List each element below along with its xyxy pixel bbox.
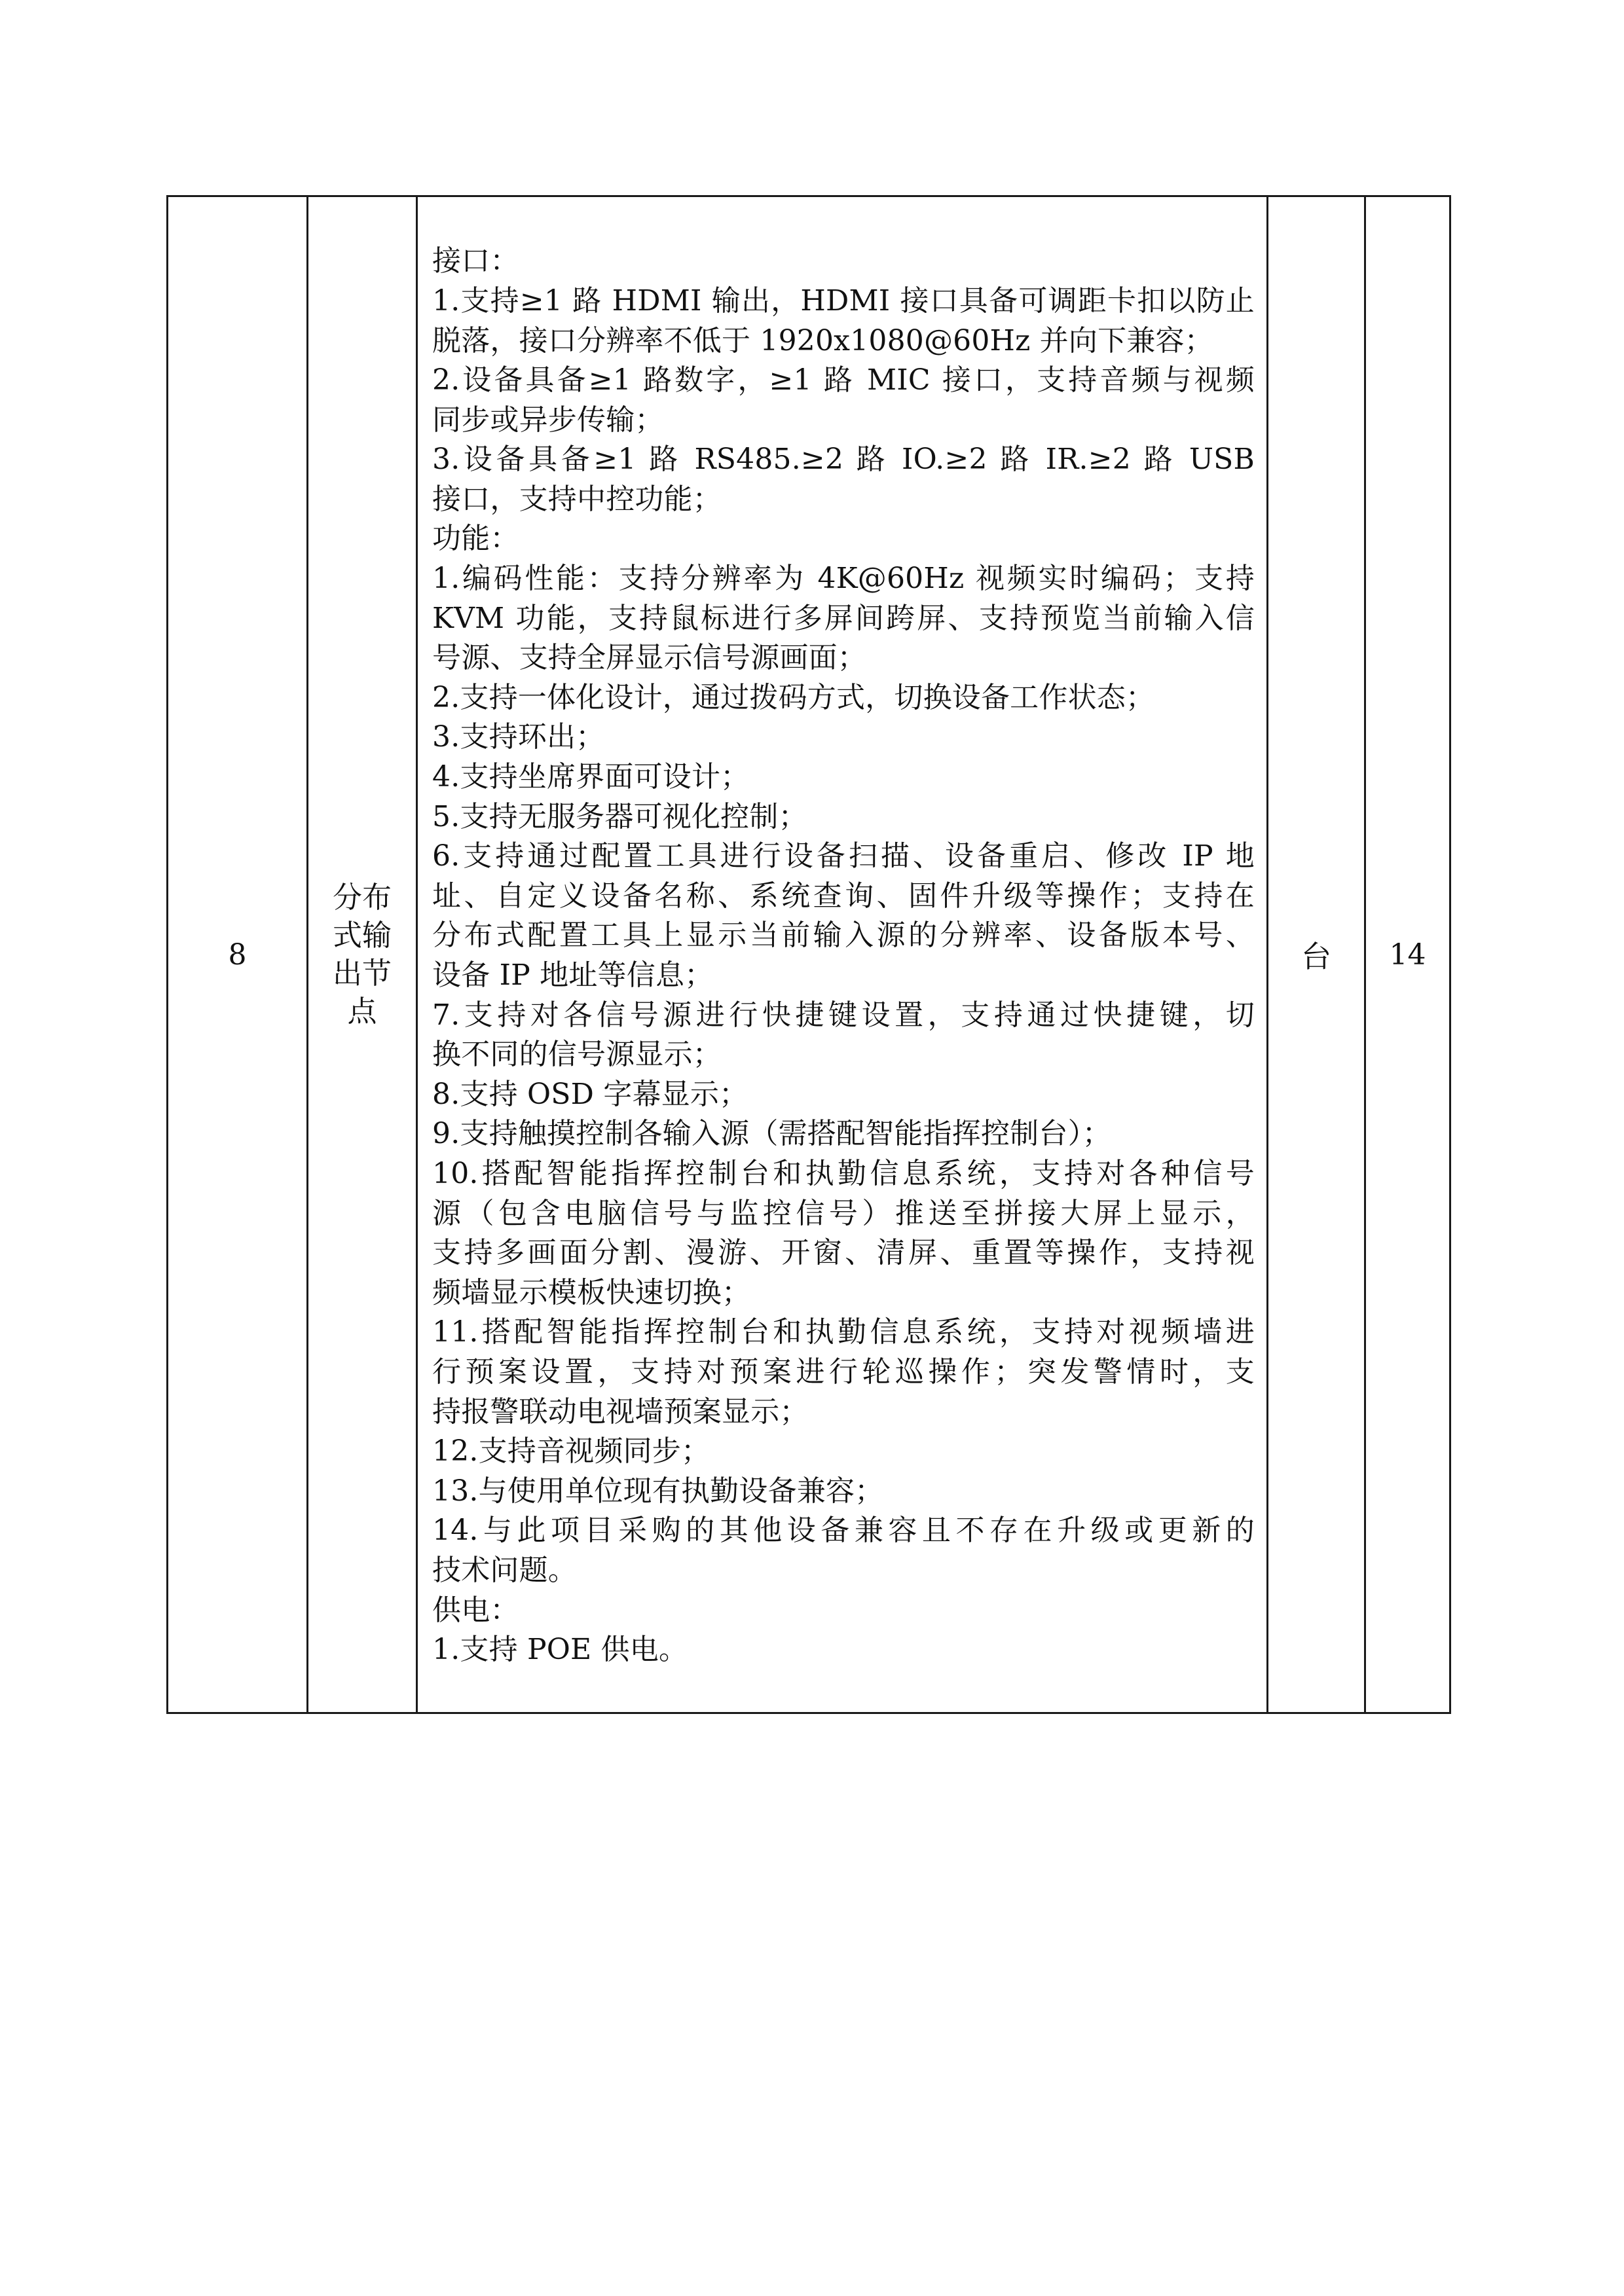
- spec-line: 设备 IP 地址等信息；: [432, 958, 714, 992]
- spec-line: 3.设备具备≥1 路 RS485.≥2 路 IO.≥2 路 IR.≥2 路 USB: [432, 443, 1255, 477]
- spec-line: 1.编码性能：支持分辨率为 4K@60Hz 视频实时编码；支持: [432, 562, 1255, 596]
- spec-line: 频墙显示模板快速切换；: [432, 1275, 751, 1309]
- spec-line: 接口，支持中控功能；: [432, 482, 722, 516]
- spec-line: 6.支持通过配置工具进行设备扫描、设备重启、修改 IP 地: [432, 839, 1255, 873]
- spec-line: 7.支持对各信号源进行快捷键设置，支持通过快捷键，切: [432, 998, 1255, 1032]
- spec-line: 功能：: [432, 522, 519, 556]
- spec-line: 12.支持音视频同步；: [432, 1434, 710, 1468]
- spec-line: 分布式配置工具上显示当前输入源的分辨率、设备版本号、: [432, 919, 1255, 953]
- spec-line: 支持多画面分割、漫游、开窗、清屏、重置等操作，支持视: [432, 1236, 1255, 1270]
- spec-description-cell: [417, 196, 1268, 1713]
- quantity-cell: [1365, 196, 1450, 1713]
- spec-line: 1.支持 POE 供电。: [432, 1633, 688, 1667]
- spec-line: 号源、支持全屏显示信号源画面；: [432, 641, 866, 675]
- spec-line: 4.支持坐席界面可设计；: [432, 760, 750, 794]
- spec-line: KVM 功能，支持鼠标进行多屏间跨屏、支持预览当前输入信: [432, 601, 1255, 635]
- spec-line: 9.支持触摸控制各输入源（需搭配智能指挥控制台）；: [432, 1117, 1111, 1151]
- spec-line: 脱落，接口分辨率不低于 1920x1080@60Hz 并向下兼容；: [432, 323, 1213, 357]
- unit-value: 台: [1301, 939, 1331, 974]
- spec-line: 源（包含电脑信号与监控信号）推送至拼接大屏上显示，: [432, 1196, 1255, 1230]
- spec-description: [418, 239, 1266, 1669]
- spec-line: 11.搭配智能指挥控制台和执勤信息系统，支持对视频墙进: [432, 1315, 1255, 1349]
- spec-line: 址、自定义设备名称、系统查询、固件升级等操作；支持在: [432, 879, 1255, 913]
- spec-line: 2.支持一体化设计，通过拨码方式，切换设备工作状态；: [432, 680, 1155, 714]
- spec-line: 供电：: [432, 1593, 519, 1627]
- spec-line: 14.与此项目采购的其他设备兼容且不存在升级或更新的: [432, 1514, 1255, 1548]
- item-name: 分布式输出节点: [332, 880, 392, 1029]
- spec-line: 技术问题。: [432, 1553, 577, 1587]
- item-name-cell: [308, 196, 417, 1713]
- row-number-cell: [168, 196, 308, 1713]
- spec-line: 1.支持≥1 路 HDMI 输出，HDMI 接口具备可调距卡扣以防止: [432, 283, 1255, 318]
- spec-line: 8.支持 OSD 字幕显示；: [432, 1077, 748, 1111]
- row-number: 8: [228, 938, 247, 972]
- spec-line: 10.搭配智能指挥控制台和执勤信息系统，支持对各种信号: [432, 1156, 1255, 1190]
- spec-line: 接口：: [432, 244, 519, 278]
- table-row: [168, 196, 1450, 1713]
- spec-line: 13.与使用单位现有执勤设备兼容；: [432, 1474, 884, 1508]
- spec-line: 换不同的信号源显示；: [432, 1038, 722, 1072]
- spec-line: 5.支持无服务器可视化控制；: [432, 799, 807, 833]
- spec-table: [166, 195, 1451, 1714]
- unit-cell: [1268, 196, 1365, 1713]
- spec-line: 2.设备具备≥1 路数字，≥1 路 MIC 接口，支持音频与视频: [432, 363, 1255, 397]
- spec-line: 行预案设置，支持对预案进行轮巡操作；突发警情时，支: [432, 1355, 1255, 1389]
- spec-line: 持报警联动电视墙预案显示；: [432, 1394, 809, 1429]
- spec-line: 3.支持环出；: [432, 720, 605, 754]
- spec-line: 同步或异步传输；: [432, 403, 664, 437]
- quantity-value: 14: [1389, 938, 1426, 972]
